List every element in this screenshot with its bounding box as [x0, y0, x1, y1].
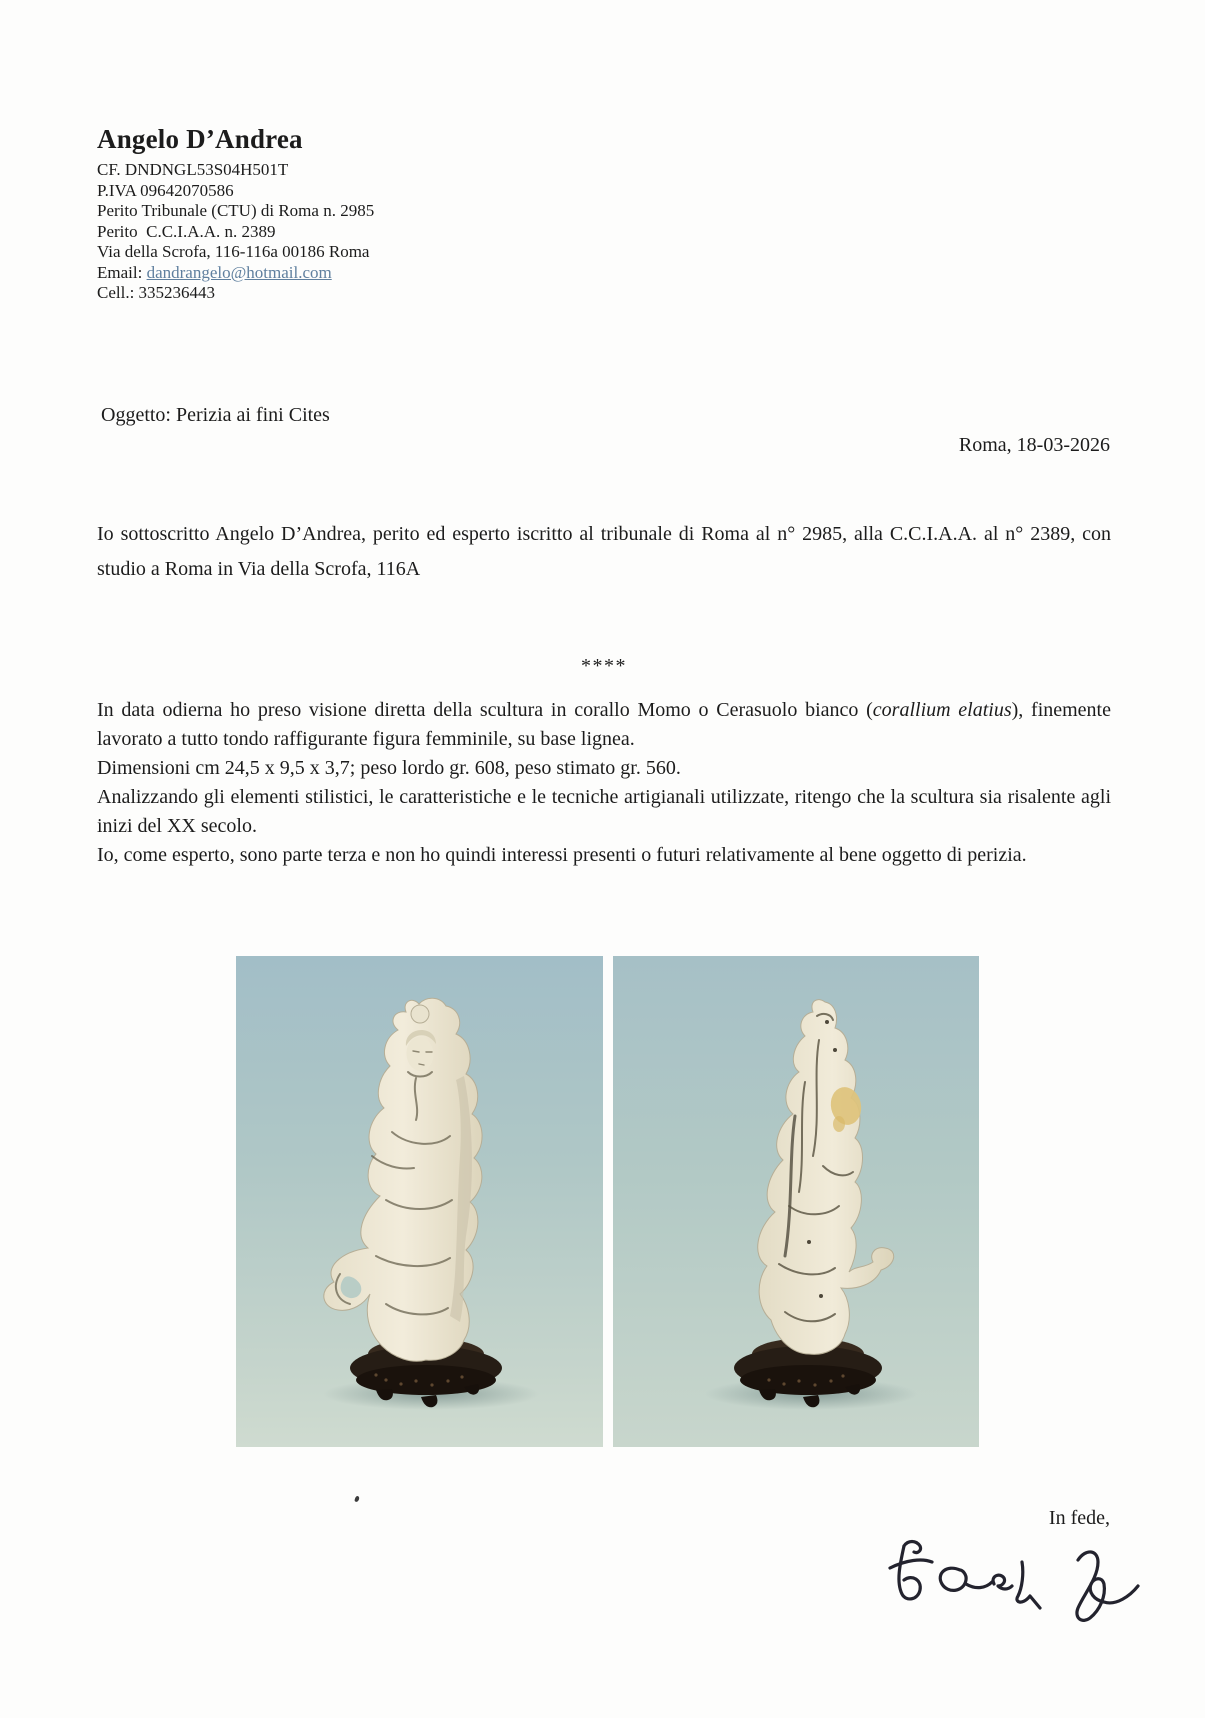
letterhead-perito-tribunale-line: Perito Tribunale (CTU) di Roma n. 2985: [97, 201, 375, 220]
body-sentence-description-pre: In data odierna ho preso visione diretta della scultura in corallo Momo o Cerasuolo bianco (: [97, 699, 873, 721]
photos-row: [236, 956, 979, 1447]
letterhead-name: Angelo D’Andrea: [97, 124, 303, 154]
body-paragraphs: [97, 696, 1111, 870]
signature: [882, 1534, 1152, 1629]
species-name-italic: corallium elatius: [872, 699, 1012, 721]
letterhead-perito-cciaa-line: Perito C.C.I.A.A. n. 2389: [97, 221, 276, 241]
letterhead-address-line: Via della Scrofa, 116-116a 00186 Roma: [97, 242, 370, 261]
letterhead-email-line: [97, 263, 374, 284]
letterhead-cf-line: CF. DNDNGL53S04H501T: [97, 160, 289, 179]
email-label: Email:: [97, 262, 147, 282]
photo-sculpture-front: [236, 956, 603, 1447]
letterhead: [97, 124, 374, 304]
body-sentence-description-post: ), finemente lavorato a tutto tondo raffigurante figura femminile, su base lignea.: [97, 699, 1111, 750]
separator-stars: ****: [581, 655, 627, 677]
body-sentence-dimensions: Dimensioni cm 24,5 x 9,5 x 3,7; peso lordo gr. 608, peso stimato gr. 560.: [97, 757, 681, 779]
body-sentence-dating: Analizzando gli elementi stilistici, le caratteristiche e le tecniche artigianali utilizzate, ritengo che la scultura sia risalente agli inizi del XX secolo.: [97, 786, 1111, 837]
body-sentence-description: [97, 696, 1111, 754]
body-sentence-impartiality: Io, come esperto, sono parte terza e non ho quindi interessi presenti o futuri relativamente al bene oggetto di perizia.: [97, 844, 1027, 866]
photo-sculpture-back: [613, 956, 979, 1447]
scan-speck: [354, 1496, 360, 1503]
date-line: Roma, 18-03-2026: [958, 434, 1110, 456]
closing-in-fede: In fede,: [1048, 1507, 1110, 1529]
email-link[interactable]: dandrangelo@hotmail.com: [146, 262, 332, 282]
intro-paragraph: Io sottoscritto Angelo D’Andrea, perito ed esperto iscritto al tribunale di Roma al n° 2985, alla C.C.I.A.A. al n° 2389, con studio a Roma in Via della Scrofa, 116A: [97, 523, 1111, 580]
subject-line: Oggetto: Perizia ai fini Cites: [101, 404, 330, 426]
letterhead-piva-line: P.IVA 09642070586: [97, 180, 234, 200]
letterhead-cell-line: Cell.: 335236443: [97, 283, 216, 302]
